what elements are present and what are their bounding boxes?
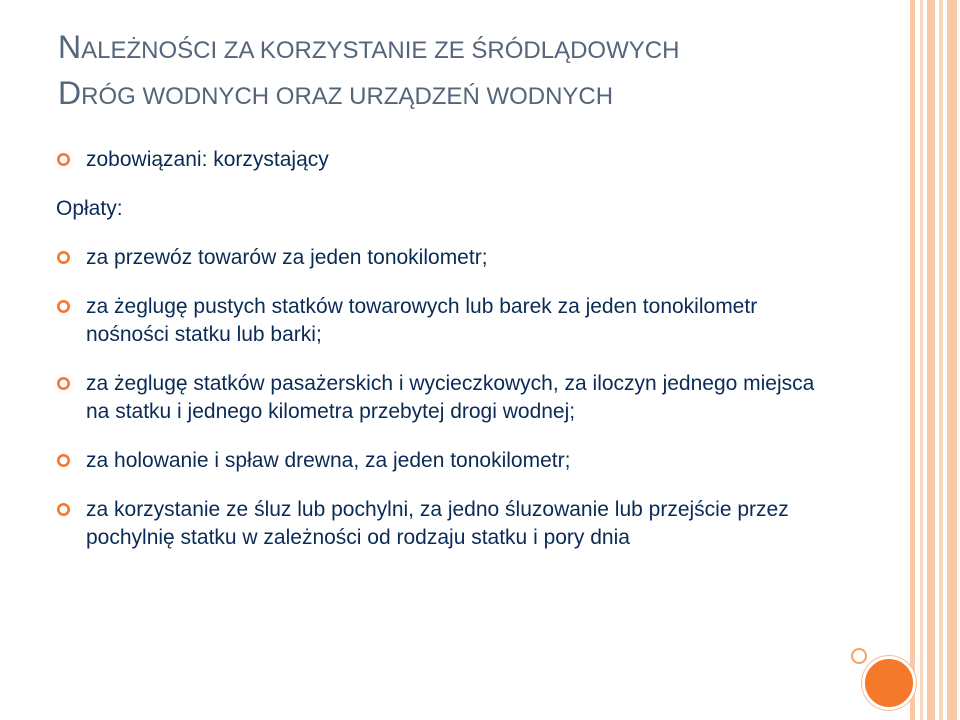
list-item	[56, 146, 836, 174]
stripe	[920, 0, 923, 720]
title-line-2-rest: RÓG WODNYCH ORAZ URZĄDZEŃ WODNYCH	[81, 83, 614, 110]
bullet-list	[56, 146, 836, 573]
orange-ring-bullet-icon	[56, 152, 71, 167]
section-label	[56, 195, 836, 223]
stripe	[927, 0, 935, 720]
title-line-2-cap: D	[58, 75, 82, 111]
decorative-orange-circle	[862, 656, 916, 710]
list-item	[56, 293, 836, 349]
decorative-stripes	[908, 0, 960, 720]
title-line-1	[58, 26, 878, 72]
list-item-text: zobowiązani: korzystający	[86, 148, 329, 171]
list-item-text: za korzystanie ze śluz lub pochylni, za jedno śluzowanie lub przejście przez pochylnię statku w zależności od rodzaju statku i pory dnia	[86, 498, 789, 549]
list-item	[56, 370, 836, 426]
orange-ring-bullet-icon	[56, 502, 71, 517]
orange-ring-bullet-icon	[56, 453, 71, 468]
decorative-small-circle	[851, 648, 867, 664]
stripe	[939, 0, 943, 720]
slide-title	[58, 26, 878, 118]
stripe	[910, 0, 915, 720]
orange-ring-bullet-icon	[56, 250, 71, 265]
title-line-1-rest: ALEŻNOŚCI ZA KORZYSTANIE ZE ŚRÓDLĄDOWYCH	[81, 37, 680, 64]
list-item-text: za holowanie i spław drewna, za jeden tonokilometr;	[86, 449, 571, 472]
list-item-text: za żeglugę statków pasażerskich i wycieczkowych, za iloczyn jednego miejsca na statku i jednego kilometra przebytej drogi wodnej;	[86, 372, 815, 423]
list-item	[56, 496, 836, 552]
orange-ring-bullet-icon	[56, 299, 71, 314]
stripe	[947, 0, 957, 720]
list-item-text: za żeglugę pustych statków towarowych lub barek za jeden tonokilometr nośności statku lub barki;	[86, 295, 758, 346]
list-item	[56, 244, 836, 272]
title-line-2	[58, 72, 878, 118]
list-item	[56, 447, 836, 475]
list-item-text: za przewóz towarów za jeden tonokilometr;	[86, 246, 488, 269]
title-line-1-cap: N	[58, 29, 82, 65]
orange-ring-bullet-icon	[56, 376, 71, 391]
list-item-text: Opłaty:	[56, 197, 123, 220]
